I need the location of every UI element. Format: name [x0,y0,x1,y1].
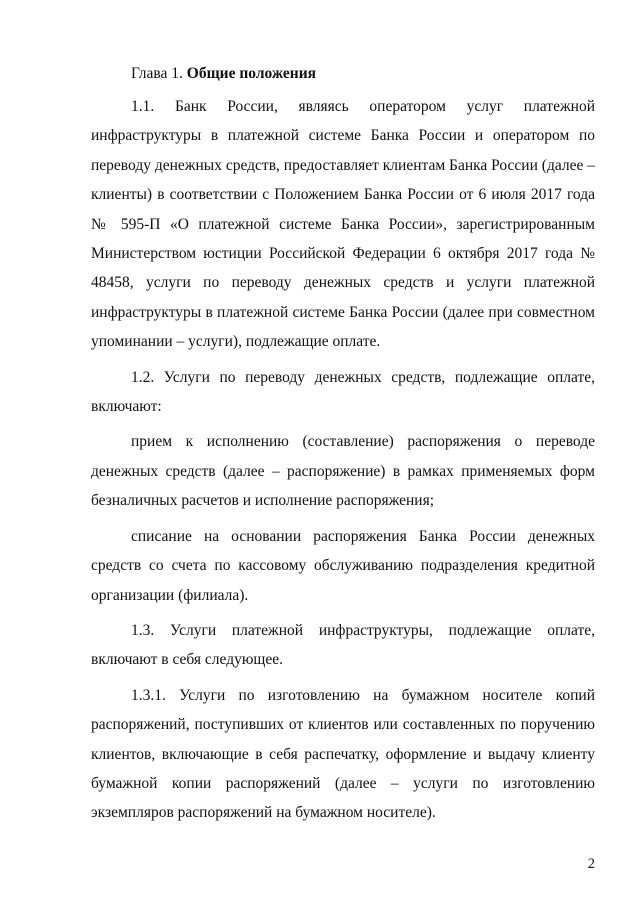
chapter-prefix: Глава 1. [131,65,183,82]
chapter-title: Общие положения [186,65,317,82]
chapter-heading [131,60,595,88]
paragraph-1-2-item-1: прием к исполнению (составление) распоряжения о переводе денежных средств (далее – распоряжение) в рамках применяемых форм безналичных расчетов и исполнение распоряжения; [91,433,595,510]
page-number: 2 [587,856,595,872]
document-page [91,60,595,828]
paragraph-1-1: 1.1. Банк России, являясь оператором услуг платежной инфраструктуры в платежной системе Банка России и оператором по переводу денежных средств, предоставляет клиентам Банка России (далее – клиенты) в соответствии с Положением Банка России от 6 июля 2017 года № 595-П «О платежной системе Банка России», зарегистрированным Министерством юстиции Российской Федерации 6 октября 2017 года № 48458, услуги по переводу денежных средств и услуги платежной инфраструктуры в платежной системе Банка России (далее при совместном упоминании – услуги), подлежащие оплате. [91,98,595,351]
paragraph-1-3-1: 1.3.1. Услуги по изготовлению на бумажном носителе копий распоряжений, поступивших от клиентов или составленных по поручению клиентов, включающие в себя распечатку, оформление и выдачу клиенту бумажной копии распоряжений (далее – услуги по изготовлению экземпляров распоряжений на бумажном носителе). [91,686,595,822]
paragraph-1-3: 1.3. Услуги платежной инфраструктуры, подлежащие оплате, включают в себя следующее. [91,621,595,669]
paragraph-1-2: 1.2. Услуги по переводу денежных средств, подлежащие оплате, включают: [91,368,595,416]
paragraph-1-2-item-2: списание на основании распоряжения Банка России денежных средств со счета по кассовому обслуживанию подразделения кредитной организации (филиала). [91,527,595,604]
